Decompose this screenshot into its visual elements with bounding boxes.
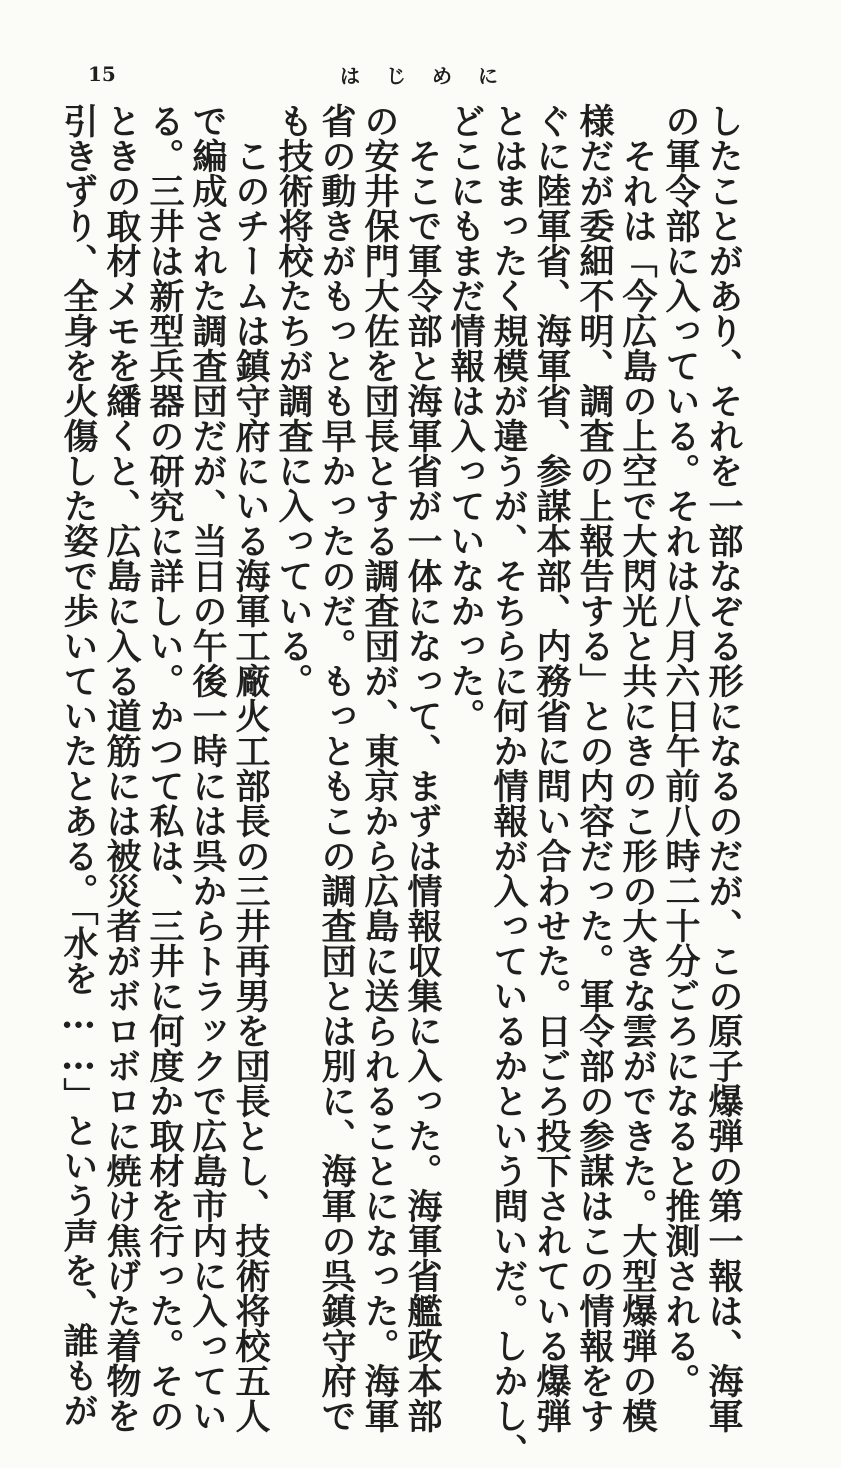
text-column: ときの取材メモを繙くと、広島に入る道筋には被災者がボロボロに焼け焦げた着物を bbox=[101, 103, 142, 1433]
text-column: このチームは鎮守府にいる海軍工廠火工部長の三井再男を団長とし、技術将校五人 bbox=[230, 138, 271, 1433]
text-column: とはまったく規模が違うが、そちらに何か情報が入っているかという問いだ。しかし、 bbox=[488, 103, 529, 1468]
text-column: の安井保門大佐を団長とする調査団が、東京から広島に送られることになった。海軍 bbox=[359, 103, 400, 1433]
body-text bbox=[57, 103, 745, 1468]
text-column: 様だが委細不明、調査の上報告する」との内容だった。軍令部の参謀はこの情報をす bbox=[574, 103, 615, 1433]
text-column: ぐに陸軍省、海軍省、参謀本部、内務省に問い合わせた。日ごろ投下されている爆弾 bbox=[531, 103, 572, 1433]
text-column: そこで軍令部と海軍省が一体になって、まずは情報収集に入った。海軍省艦政本部 bbox=[402, 138, 443, 1433]
text-column: も技術将校たちが調査に入っている。 bbox=[273, 103, 314, 698]
text-column: 省の動きがもっとも早かったのだ。もっともこの調査団とは別に、海軍の呉鎮守府で bbox=[316, 103, 357, 1433]
text-column: で編成された調査団だが、当日の午後一時には呉からトラックで広島市内に入ってい bbox=[187, 103, 228, 1433]
text-column: したことがあり、それを一部なぞる形になるのだが、この原子爆弾の第一報は、海軍 bbox=[703, 103, 744, 1433]
text-column: それは「今広島の上空で大閃光と共にきのこ形の大きな雲ができた。大型爆弾の模 bbox=[617, 138, 658, 1433]
running-head: はじめに bbox=[340, 64, 524, 88]
text-column: 引きずり、全身を火傷した姿で歩いていたとある。「水を……」という声を、誰もが bbox=[58, 103, 99, 1428]
page-number: 15 bbox=[88, 62, 116, 86]
text-column: る。三井は新型兵器の研究に詳しい。かつて私は、三井に何度か取材を行った。その bbox=[144, 103, 185, 1433]
text-column: どこにもまだ情報は入っていなかった。 bbox=[445, 103, 486, 733]
text-column: の軍令部に入っている。それは八月六日午前八時二十分ごろになると推測される。 bbox=[660, 103, 701, 1398]
